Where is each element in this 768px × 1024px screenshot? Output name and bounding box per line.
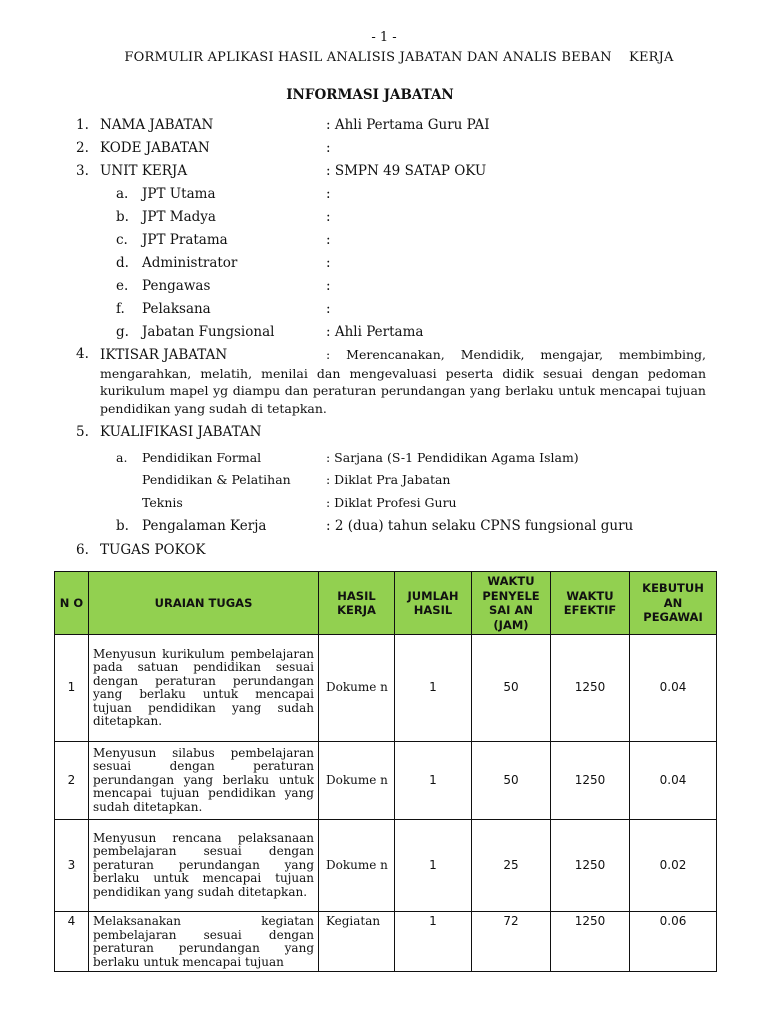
sub-item-value: : bbox=[326, 209, 331, 225]
field-label: TUGAS POKOK bbox=[100, 542, 206, 558]
task-table bbox=[54, 571, 717, 972]
cell-need: 0.06 bbox=[630, 912, 717, 972]
sub-item-label: JPT Pratama bbox=[142, 232, 228, 248]
kualifikasi-value: : Diklat Profesi Guru bbox=[326, 495, 457, 510]
cell-task: Menyusun rencana pelaksanaan pembelajaran sesuai dengan peraturan perundangan yang berlaku untuk mencapai tujuan pendidikan yang sudah ditetapkan. bbox=[89, 820, 319, 912]
kualifikasi-letter: b. bbox=[116, 518, 129, 534]
section-title: INFORMASI JABATAN bbox=[286, 87, 454, 103]
kualifikasi-label: Pendidikan Formal bbox=[142, 450, 262, 465]
cell-task: Menyusun silabus pembelajaran sesuai dengan peraturan perundangan yang berlaku untuk mencapai tujuan pendidikan yang sudah ditetapkan. bbox=[89, 742, 319, 820]
field-number: 4. bbox=[76, 346, 89, 362]
header-qty: JUMLAH HASIL bbox=[395, 572, 472, 635]
kualifikasi-letter: a. bbox=[116, 450, 128, 465]
iktisar-text: : Merencanakan, Mendidik, mengajar, membimbing, mengarahkan, melatih, menilai dan mengevaluasi peserta didik sesuai dengan pedoman kurikulum mapel yg diampu dan peraturan perundangan yang berlaku untuk mencapai tujuan pendidikan yang sudah di tetapkan. bbox=[100, 347, 706, 416]
sub-item-label: Administrator bbox=[142, 255, 238, 271]
header-output: HASIL KERJA bbox=[319, 572, 395, 635]
kualifikasi-label: Pengalaman Kerja bbox=[142, 518, 267, 534]
cell-task: Menyusun kurikulum pembelajaran pada satuan pendidikan sesuai dengan peraturan perundangan yang berlaku untuk mencapai tujuan pendidikan yang sudah ditetapkan. bbox=[89, 635, 319, 742]
cell-no: 3 bbox=[55, 820, 89, 912]
cell-qty: 1 bbox=[395, 742, 472, 820]
sub-item-letter: e. bbox=[116, 278, 129, 294]
header-task: URAIAN TUGAS bbox=[89, 572, 319, 635]
sub-item-letter: b. bbox=[116, 209, 129, 225]
cell-time: 25 bbox=[472, 820, 551, 912]
kualifikasi-label: Teknis bbox=[142, 495, 183, 510]
cell-need: 0.02 bbox=[630, 820, 717, 912]
sub-item-label: Jabatan Fungsional bbox=[142, 324, 275, 340]
field-value: : bbox=[326, 140, 331, 156]
header-need: KEBUTUH AN PEGAWAI bbox=[630, 572, 717, 635]
field-number: 3. bbox=[76, 163, 89, 179]
field-number: 6. bbox=[76, 542, 89, 558]
sub-item-letter: a. bbox=[116, 186, 129, 202]
cell-effective: 1250 bbox=[551, 635, 630, 742]
cell-no: 4 bbox=[55, 912, 89, 972]
sub-item-value: : bbox=[326, 301, 331, 317]
cell-output: Dokume n bbox=[319, 635, 395, 742]
document-title: FORMULIR APLIKASI HASIL ANALISIS JABATAN DAN ANALIS BEBAN KERJA bbox=[124, 50, 674, 65]
field-number: 1. bbox=[76, 117, 89, 133]
sub-item-value: : bbox=[326, 186, 331, 202]
kualifikasi-value: : Sarjana (S-1 Pendidikan Agama Islam) bbox=[326, 450, 579, 465]
cell-output: Dokume n bbox=[319, 742, 395, 820]
cell-effective: 1250 bbox=[551, 820, 630, 912]
sub-item-letter: f. bbox=[116, 301, 125, 317]
cell-time: 50 bbox=[472, 635, 551, 742]
cell-effective: 1250 bbox=[551, 912, 630, 972]
field-value: : Ahli Pertama Guru PAI bbox=[326, 117, 490, 133]
kualifikasi-label: Pendidikan & Pelatihan bbox=[142, 472, 291, 487]
cell-qty: 1 bbox=[395, 912, 472, 972]
kualifikasi-value: : 2 (dua) tahun selaku CPNS fungsional guru bbox=[326, 518, 634, 534]
table-row bbox=[55, 635, 717, 742]
cell-need: 0.04 bbox=[630, 635, 717, 742]
field-label: KUALIFIKASI JABATAN bbox=[100, 424, 262, 440]
field-number: 5. bbox=[76, 424, 89, 440]
sub-item-value: : bbox=[326, 255, 331, 271]
table-row bbox=[55, 742, 717, 820]
header-no: N O bbox=[55, 572, 89, 635]
field-label: NAMA JABATAN bbox=[100, 117, 214, 133]
cell-need: 0.04 bbox=[630, 742, 717, 820]
sub-item-letter: g. bbox=[116, 324, 129, 340]
sub-item-value: : bbox=[326, 232, 331, 248]
cell-output: Dokume n bbox=[319, 820, 395, 912]
kualifikasi-value: : Diklat Pra Jabatan bbox=[326, 472, 451, 487]
cell-no: 2 bbox=[55, 742, 89, 820]
table-header-row bbox=[55, 572, 717, 635]
sub-item-letter: d. bbox=[116, 255, 129, 271]
sub-item-value: : Ahli Pertama bbox=[326, 324, 424, 340]
sub-item-label: Pelaksana bbox=[142, 301, 211, 317]
iktisar-jabatan bbox=[100, 346, 706, 417]
table-row bbox=[55, 820, 717, 912]
sub-item-label: JPT Madya bbox=[142, 209, 216, 225]
cell-effective: 1250 bbox=[551, 742, 630, 820]
cell-no: 1 bbox=[55, 635, 89, 742]
cell-time: 72 bbox=[472, 912, 551, 972]
sub-item-value: : bbox=[326, 278, 331, 294]
header-effective: WAKTU EFEKTIF bbox=[551, 572, 630, 635]
field-number: 2. bbox=[76, 140, 89, 156]
cell-time: 50 bbox=[472, 742, 551, 820]
iktisar-label: IKTISAR JABATAN bbox=[100, 347, 228, 363]
cell-task: Melaksanakan kegiatan pembelajaran sesuai dengan peraturan perundangan yang berlaku untuk mencapai tujuan bbox=[89, 912, 319, 972]
cell-qty: 1 bbox=[395, 635, 472, 742]
field-value: : SMPN 49 SATAP OKU bbox=[326, 163, 487, 179]
sub-item-letter: c. bbox=[116, 232, 128, 248]
table-row bbox=[55, 912, 717, 972]
field-label: KODE JABATAN bbox=[100, 140, 210, 156]
sub-item-label: Pengawas bbox=[142, 278, 211, 294]
field-label: UNIT KERJA bbox=[100, 163, 188, 179]
header-time: WAKTU PENYELE SAI AN (JAM) bbox=[472, 572, 551, 635]
sub-item-label: JPT Utama bbox=[142, 186, 216, 202]
page-number: - 1 - bbox=[371, 30, 397, 45]
cell-output: Kegiatan bbox=[319, 912, 395, 972]
cell-qty: 1 bbox=[395, 820, 472, 912]
